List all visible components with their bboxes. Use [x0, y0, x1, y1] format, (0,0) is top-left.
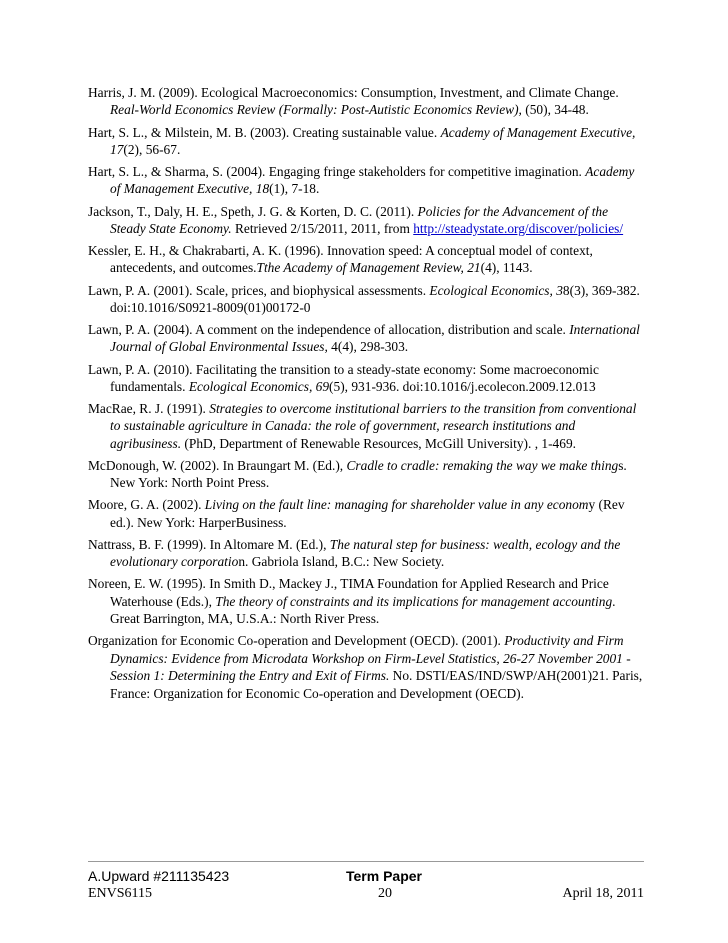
- reference-italic-text: Policies for the Advancement of the Steady State Economy.: [110, 203, 609, 236]
- reference-text: (2), 56-67.: [123, 141, 181, 157]
- reference-italic-text: Living on the fault line: managing for shareholder value in any econom: [204, 497, 589, 513]
- reference-text: Kessler, E. H., & Chakrabarti, A. K. (1996). Innovation speed: A conceptual model of context, antecedents, and outcomes.: [88, 243, 593, 276]
- reference-entry: [88, 632, 644, 702]
- reference-text: s. New York: North Point Press.: [110, 457, 627, 491]
- footer-title: Term Paper: [346, 868, 422, 884]
- reference-entry: [88, 575, 644, 627]
- reference-entry: [88, 124, 644, 159]
- reference-entry: [88, 282, 644, 317]
- reference-text: 4(4), 298-303.: [327, 339, 409, 355]
- reference-text: Lawn, P. A. (2004). A comment on the independence of allocation, distribution and scale.: [88, 322, 570, 337]
- reference-entry: [88, 536, 644, 571]
- reference-italic-text: Strategies to overcome institutional barriers to the transition from conventional to sustainable agriculture in Canada: the role of government, research institutions and agribusiness.: [110, 401, 637, 451]
- footer-author: A.Upward #211135423: [88, 868, 230, 884]
- reference-text: . Great Barrington, MA, U.S.A.: North River Press.: [110, 593, 616, 627]
- reference-italic-text: Academy of Management Executive, 17: [110, 124, 636, 157]
- reference-link[interactable]: http://steadystate.org/discover/policies/: [413, 220, 624, 236]
- reference-text: Retrieved 2/15/2011, 2011, from: [231, 220, 414, 236]
- reference-entry: [88, 203, 644, 238]
- reference-text: Lawn, P. A. (2001). Scale, prices, and biophysical assessments.: [88, 282, 430, 298]
- reference-text: (50), 34-48.: [521, 102, 589, 118]
- reference-text: (4), 1143.: [480, 260, 533, 276]
- page-footer: [88, 861, 644, 901]
- reference-text: McDonough, W. (2002). In Braungart M. (Ed.),: [88, 457, 347, 473]
- reference-italic-text: Cradle to cradle: remaking the way we make thing: [346, 457, 619, 473]
- footer-course: ENVS6115: [88, 886, 153, 901]
- reference-italic-text: The theory of constraints and its implications for management accounting: [215, 593, 613, 609]
- reference-text: y (Rev ed.). New York: HarperBusiness.: [110, 497, 625, 530]
- reference-italic-text: Ecological Economics, 69: [188, 378, 330, 394]
- reference-text: n. Gabriola Island, B.C.: New Society.: [238, 554, 445, 570]
- reference-entry: [88, 321, 644, 356]
- reference-text: Harris, J. M. (2009). Ecological Macroeconomics: Consumption, Investment, and Climate Change.: [88, 85, 619, 100]
- reference-text: (1), 7-18.: [269, 181, 320, 197]
- reference-entry: [88, 242, 644, 277]
- reference-italic-text: Tthe Academy of Management Review, 21: [256, 260, 481, 276]
- reference-italic-text: Productivity and Firm Dynamics: Evidence from Microdata Workshop on Firm-Level Statistics, 26-27 November 2001 - Session 1: Determining the Entry and Exit of Firms.: [110, 633, 631, 684]
- reference-italic-text: Real-World Economics Review (Formally: Post-Autistic Economics Review),: [110, 102, 522, 118]
- reference-text: (PhD, Department of Renewable Resources, McGill University). , 1-469.: [181, 435, 576, 451]
- reference-entry: [88, 400, 644, 452]
- reference-text: Hart, S. L., & Milstein, M. B. (2003). Creating sustainable value.: [88, 124, 441, 140]
- reference-text: Organization for Economic Co-operation and Development (OECD). (2001).: [88, 633, 505, 649]
- reference-italic-text: Ecological Economics, 3: [429, 282, 563, 298]
- reference-text: Noreen, E. W. (1995). In Smith D., Mackey J., TIMA Foundation for Applied Research and Price Waterhouse (Eds.),: [88, 576, 609, 609]
- reference-text: MacRae, R. J. (1991).: [88, 401, 210, 416]
- reference-entry: [88, 496, 644, 531]
- reference-entry: [88, 361, 644, 396]
- reference-text: No. DSTI/EAS/IND/SWP/AH(2001)21. Paris, France: Organization for Economic Co-operation and Development (OECD).: [110, 668, 643, 701]
- reference-text: Jackson, T., Daly, H. E., Speth, J. G. & Korten, D. C. (2011).: [88, 203, 418, 219]
- reference-text: 8(3), 369-382. doi:10.1016/S0921-8009(01)00172-0: [110, 282, 640, 315]
- reference-italic-text: Academy of Management Executive, 18: [110, 164, 635, 197]
- reference-text: Hart, S. L., & Sharma, S. (2004). Engaging fringe stakeholders for competitive imagination.: [88, 164, 586, 179]
- reference-text: (5), 931-936. doi:10.1016/j.ecolecon.2009.12.013: [329, 378, 596, 394]
- footer-page-number: 20: [378, 886, 392, 901]
- reference-italic-text: The natural step for business: wealth, ecology and the evolutionary corporatio: [110, 536, 621, 570]
- reference-entry: [88, 163, 644, 198]
- footer-date: April 18, 2011: [562, 886, 644, 901]
- reference-italic-text: International Journal of Global Environmental Issues,: [110, 322, 640, 355]
- reference-entry: [88, 84, 644, 119]
- reference-entry: [88, 457, 644, 492]
- reference-text: Moore, G. A. (2002).: [88, 497, 205, 513]
- reference-text: Lawn, P. A. (2010). Facilitating the transition to a steady-state economy: Some macroeconomic fundamentals.: [88, 361, 599, 394]
- reference-list: [88, 84, 644, 707]
- reference-text: Nattrass, B. F. (1999). In Altomare M. (Ed.),: [88, 536, 330, 552]
